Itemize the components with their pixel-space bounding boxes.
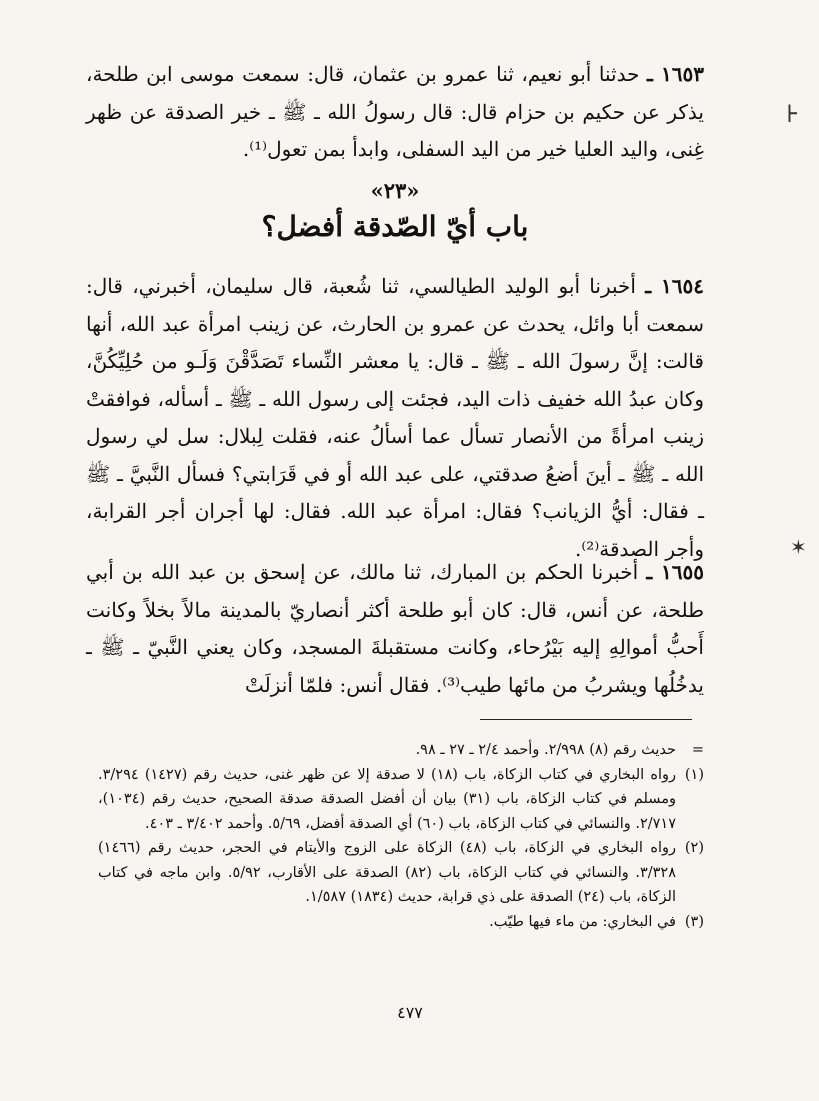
hadith-number: ١٦٥٣ ـ — [647, 62, 704, 86]
hadith-text: حدثنا أبو نعيم، ثنا عمرو بن عثمان، قال: سمعت موسى ابن طلحة، يذكر عن حكيم بن حزام قال: قال رسولُ الله ـ ﷺ ـ خير الصدقة عن ظهر غِنى، واليد العليا خير من اليد السفلى، وابدأ بمن تعول⁽¹⁾. — [86, 62, 704, 161]
margin-star-mark: ✶ — [790, 535, 807, 559]
footnote-label: (٢) — [684, 840, 704, 856]
hadith-1655 — [86, 554, 704, 704]
chapter-title: باب أيّ الصّدقة أفضل؟ — [261, 210, 529, 243]
footnote-1 — [98, 763, 704, 837]
footnote-label: = — [691, 742, 704, 758]
footnote-label: (٣) — [684, 913, 704, 930]
footnote-divider — [480, 719, 692, 720]
hadith-number: ١٦٥٤ ـ — [645, 274, 705, 298]
footnote-2 — [98, 836, 704, 910]
margin-bracket-mark: ⊦ — [786, 100, 800, 128]
footnotes — [98, 738, 704, 934]
page-number: ٤٧٧ — [397, 1003, 423, 1022]
footnote-label: (١) — [684, 766, 704, 783]
footnote-text: حديث رقم (٨) ٢/٩٩٨. وأحمد ٢/٤ ـ ٢٧ ـ ٩٨. — [415, 742, 676, 758]
hadith-1654 — [86, 268, 704, 568]
hadith-text: أخبرنا أبو الوليد الطيالسي، ثنا شُعبة، قال سليمان، أخبرني، قال: سمعت أبا وائل، يحدث عن عمرو بن الحارث، عن زينب امرأة عبد الله، أنها قالت: إنَّ رسولَ الله ـ ﷺ ـ قال: يا معشر النِّساء تَصَدَّقْنَ وَلَـو من حُلِيِّكُنَّ، وكان عبدُ الله خفيف ذات اليد، فجئت إلى رسول الله ـ ﷺ ـ أسأله، فوافقتْ زينب امرأةً من الأنصار تسأل عما أسألُ عنه، فقلت لِبلال: سل لي رسول الله ـ ﷺ ـ أينَ أضعُ صدقتي، على عبد الله أو في قَرَابتي؟ فسأل النَّبيَّ ـ ﷺ ـ فقال: أيُّ الزيانب؟ فقال: امرأة عبد الله. فقال: لها أجران أجر القرابة، وأجر الصدقة⁽²⁾. — [86, 274, 704, 561]
footnote-text: رواه البخاري في كتاب الزكاة، باب (١٨) لا صدقة إلا عن ظهر غنى، حديث رقم (١٤٢٧) ٣/٢٩٤. ومسلم في كتاب الزكاة، باب (٣١) بيان أن أفضل الصدقة صدقة الصحيح، حديث رقم (١٠٣٤)، ٢/٧١٧. والنسائي في كتاب الزكاة، باب (٦٠) أي الصدقة أفضل، ٥/٦٩. وأحمد ٣/٤٠٢ ـ ٤٠٣. — [98, 766, 676, 832]
footnote-continued — [98, 738, 704, 763]
footnote-text: رواه البخاري في الزكاة، باب (٤٨) الزكاة على الزوج والأيتام في الحجر، حديث رقم (١٤٦٦) ٣/٣٢٨. والنسائي في كتاب الزكاة، باب (٨٢) الصدقة على الأقارب، ٥/٩٢. وابن ماجه في كتاب الزكاة، باب (٢٤) الصدقة على ذي قرابة، حديث (١٨٣٤) ١/٥٨٧. — [98, 840, 676, 905]
hadith-number: ١٦٥٥ ـ — [646, 560, 705, 584]
footnote-text: في البخاري: من ماء فيها طيّب. — [489, 913, 676, 930]
hadith-text: أخبرنا الحكم بن المبارك، ثنا مالك، عن إسحق بن عبد الله بن أبي طلحة، عن أنس، قال: كان أبو طلحة أكثر أنصاريّ بالمدينة مالاً بخلاً وكانت أَحبُّ أموالِهِ إليه بَيْرُحاء، وكانت مستقبلةَ المسجد، وكان يعني النَّبيّ ـ ﷺ ـ يدخُلُها ويشربُ من مائها طيب⁽³⁾. فقال أنس: فلمّا أنزلَتْ — [86, 560, 704, 697]
chapter-number: «٢٣» — [370, 178, 420, 203]
hadith-1653 — [86, 56, 704, 169]
footnote-3 — [98, 910, 704, 935]
